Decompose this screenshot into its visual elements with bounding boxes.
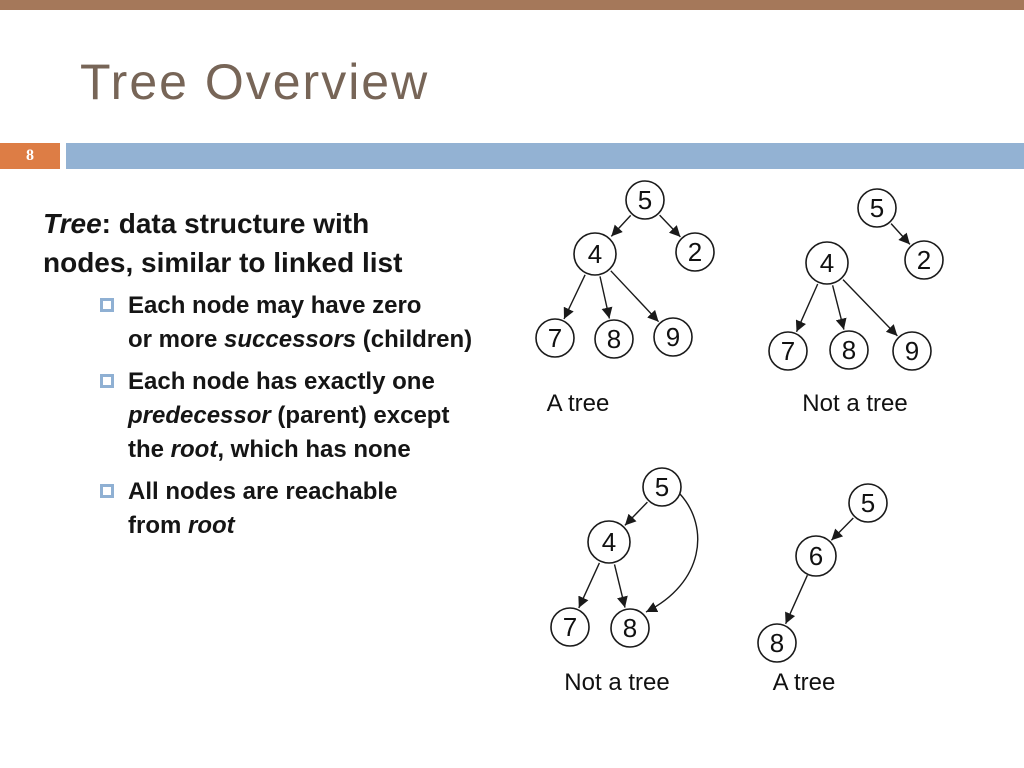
bullet-text: Each node has exactly one predecessor (parent) except the root, which has none <box>128 368 450 463</box>
svg-text:7: 7 <box>547 323 563 353</box>
svg-text:4: 4 <box>587 239 603 269</box>
svg-text:8: 8 <box>622 613 638 643</box>
square-bullet-icon <box>100 298 114 312</box>
tree-node <box>611 609 649 647</box>
tree-node <box>536 319 574 357</box>
svg-text:9: 9 <box>904 336 920 366</box>
top-accent-bar <box>0 0 1024 10</box>
bullet-list <box>100 289 540 551</box>
svg-text:4: 4 <box>601 527 617 557</box>
tree-node <box>626 181 664 219</box>
tree-node <box>758 624 796 662</box>
svg-text:2: 2 <box>687 237 703 267</box>
tree-node <box>643 468 681 506</box>
diagram-caption: A tree <box>772 669 836 696</box>
svg-text:7: 7 <box>780 336 796 366</box>
page-number-badge <box>0 143 60 169</box>
list-item <box>100 289 540 357</box>
diagram-caption: Not a tree <box>564 669 670 696</box>
tree-node <box>858 189 896 227</box>
bullet-text: Each node may have zero or more successors (children) <box>128 292 473 353</box>
tree-diagram-4 <box>745 470 910 705</box>
svg-text:2: 2 <box>916 245 932 275</box>
tree-node <box>574 233 616 275</box>
tree-node <box>849 484 887 522</box>
bullet-text: All nodes are reachable from root <box>128 478 398 539</box>
square-bullet-icon <box>100 374 114 388</box>
tree-node <box>551 608 589 646</box>
svg-text:6: 6 <box>808 541 824 571</box>
svg-text:7: 7 <box>562 612 578 642</box>
list-item <box>100 475 540 543</box>
tree-node <box>905 241 943 279</box>
svg-text:8: 8 <box>606 324 622 354</box>
tree-node <box>654 318 692 356</box>
svg-text:8: 8 <box>769 628 785 658</box>
svg-text:5: 5 <box>654 472 670 502</box>
intro-paragraph: Tree: data structure with nodes, similar to linked list <box>43 208 403 278</box>
slide-title: Tree Overview <box>80 54 430 110</box>
list-item <box>100 365 540 467</box>
tree-node <box>769 332 807 370</box>
svg-text:8: 8 <box>841 335 857 365</box>
diagram-caption: Not a tree <box>802 390 908 417</box>
tree-diagram-1 <box>500 172 720 422</box>
svg-text:9: 9 <box>665 322 681 352</box>
svg-text:5: 5 <box>860 488 876 518</box>
tree-node <box>595 320 633 358</box>
svg-text:5: 5 <box>869 193 885 223</box>
tree-diagram-2 <box>755 172 970 422</box>
tree-node <box>796 536 836 576</box>
tree-node <box>893 332 931 370</box>
header-accent-bar <box>66 143 1024 169</box>
page-number: 8 <box>26 147 34 164</box>
diagram-caption: A tree <box>546 390 610 417</box>
svg-text:4: 4 <box>819 248 835 278</box>
tree-node <box>830 331 868 369</box>
tree-diagram-3 <box>540 455 720 705</box>
tree-node <box>588 521 630 563</box>
square-bullet-icon <box>100 484 114 498</box>
tree-node <box>676 233 714 271</box>
svg-text:5: 5 <box>637 185 653 215</box>
tree-node <box>806 242 848 284</box>
